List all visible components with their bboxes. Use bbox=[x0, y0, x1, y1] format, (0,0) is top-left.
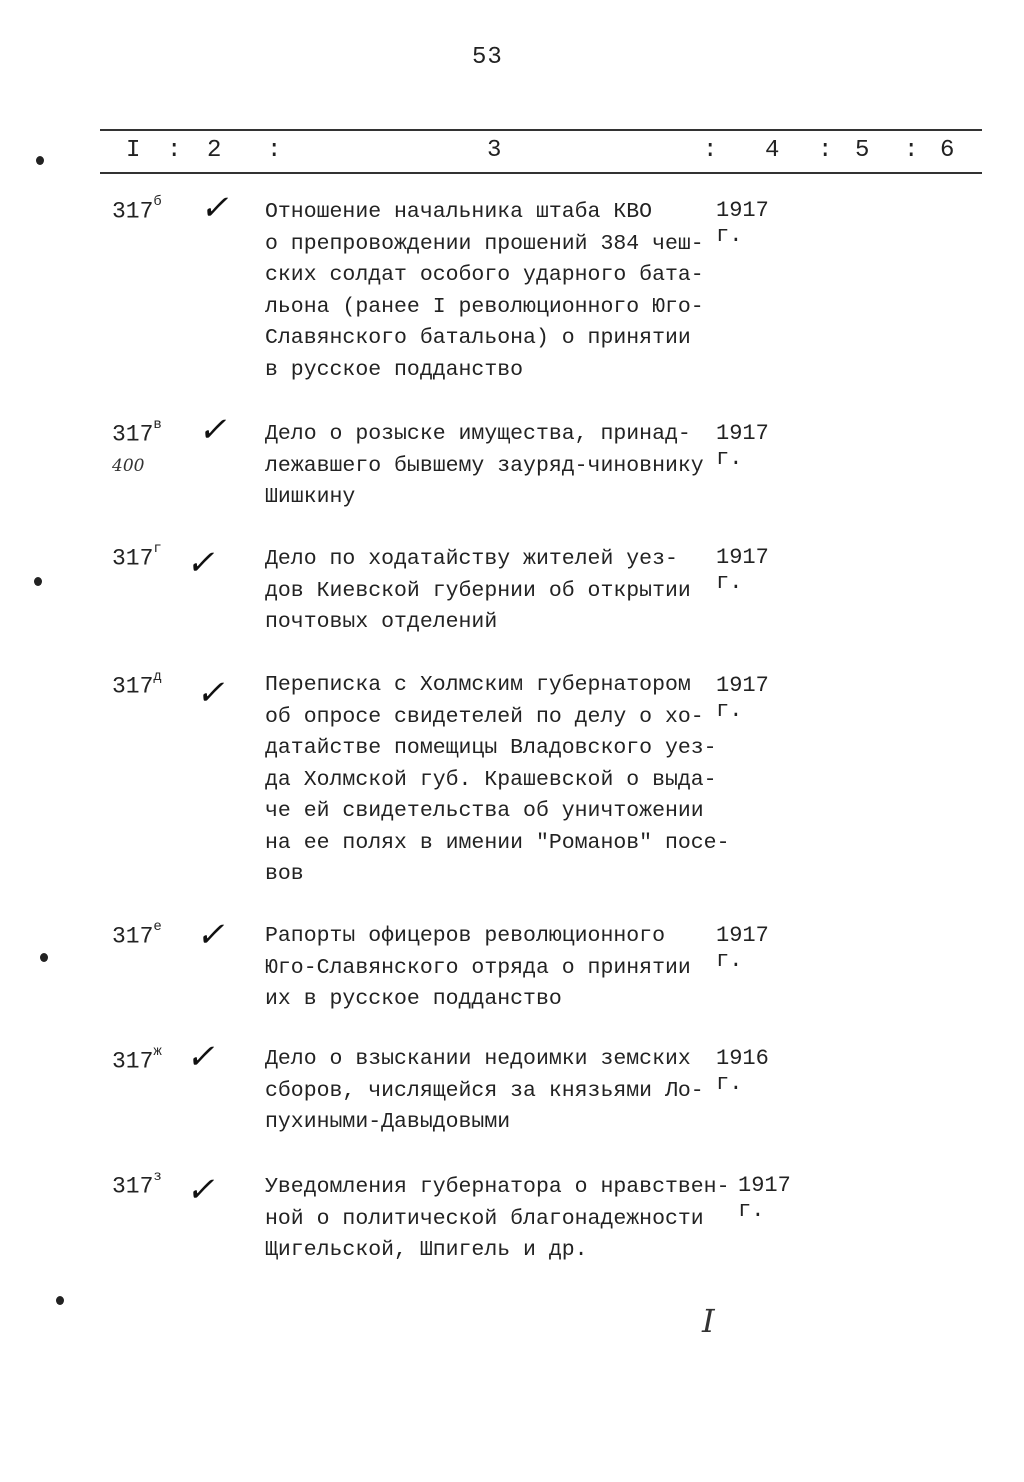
entry-year: 1917 г. bbox=[738, 1173, 791, 1223]
entry-number: $317^ж$ bbox=[112, 1044, 162, 1075]
entry-description: Отношение начальника штаба КВО о препровождении прошений 384 чеш- ских солдат особого ударного бата- льона (ранее I революционного Юго- Славянского батальона) о принятии в русское подданство bbox=[265, 200, 704, 382]
entry-year: 1916 г. bbox=[716, 1046, 769, 1096]
entry-number: $317^б$ bbox=[112, 194, 162, 225]
entry-description: Дело по ходатайству жителей уез- дов Киевской губернии об открытии почтовых отделений bbox=[265, 547, 691, 634]
checkmark-icon: ✓ bbox=[186, 1170, 215, 1210]
entry-year: 1917 г. bbox=[716, 198, 769, 248]
header-separator: : bbox=[904, 137, 919, 164]
table-top-rule bbox=[100, 129, 982, 131]
header-col-6: 6 bbox=[940, 137, 955, 164]
entry-description: Переписка с Холмским губернатором об опросе свидетелей по делу о хо- датайстве помещицы Владовского уез- да Холмской губ. Крашевской о выда- че ей свидетельства об уничтожении на ее полях в имении "Романов" посе- вов bbox=[265, 673, 730, 886]
header-col-3: 3 bbox=[487, 137, 502, 164]
entry-description: Рапорты офицеров революционного Юго-Славянского отряда о принятии их в русское подданство bbox=[265, 924, 691, 1011]
checkmark-icon: ✓ bbox=[198, 410, 227, 450]
table-header-bottom-rule bbox=[100, 172, 982, 174]
header-col-2: 2 bbox=[207, 137, 222, 164]
entry-description: Дело о взыскании недоимки земских сборов, числящейся за князьями Ло- пухиными-Давыдовыми bbox=[265, 1047, 704, 1134]
handwritten-note: 400 bbox=[112, 456, 145, 476]
header-separator: : bbox=[818, 137, 833, 164]
binding-hole-mark bbox=[34, 577, 42, 586]
header-separator: : bbox=[703, 137, 718, 164]
page-number: 53 bbox=[472, 44, 503, 71]
entry-number: $317^г$ bbox=[112, 541, 162, 572]
entry-number: $317^в$ bbox=[112, 417, 162, 448]
binding-hole-mark bbox=[40, 953, 48, 962]
entry-description: Дело о розыске имущества, принад- лежавшего бывшему зауряд-чиновнику Шишкину bbox=[265, 422, 704, 509]
binding-hole-mark bbox=[36, 156, 44, 165]
binding-hole-mark bbox=[56, 1296, 64, 1305]
header-col-1: I bbox=[126, 137, 141, 164]
entry-year: 1917 г. bbox=[716, 673, 769, 723]
checkmark-icon: ✓ bbox=[196, 915, 225, 955]
checkmark-icon: ✓ bbox=[200, 188, 229, 228]
entry-year: 1917 г. bbox=[716, 421, 769, 471]
header-col-4: 4 bbox=[765, 137, 780, 164]
checkmark-icon: ✓ bbox=[186, 543, 215, 583]
entry-number: $317^д$ bbox=[112, 669, 162, 700]
header-col-5: 5 bbox=[855, 137, 870, 164]
entry-number: $317^е$ bbox=[112, 919, 162, 950]
entry-year: 1917 г. bbox=[716, 923, 769, 973]
checkmark-icon: ✓ bbox=[196, 673, 225, 713]
entry-year: 1917 г. bbox=[716, 545, 769, 595]
checkmark-icon: ✓ bbox=[186, 1037, 215, 1077]
header-separator: : bbox=[267, 137, 282, 164]
header-separator: : bbox=[167, 137, 182, 164]
entry-number: $317^з$ bbox=[112, 1169, 162, 1200]
handwritten-end-mark: I bbox=[702, 1302, 715, 1340]
entry-description: Уведомления губернатора о нравствен- ной о политической благонадежности Щигельской, Шпигель и др. bbox=[265, 1175, 730, 1262]
